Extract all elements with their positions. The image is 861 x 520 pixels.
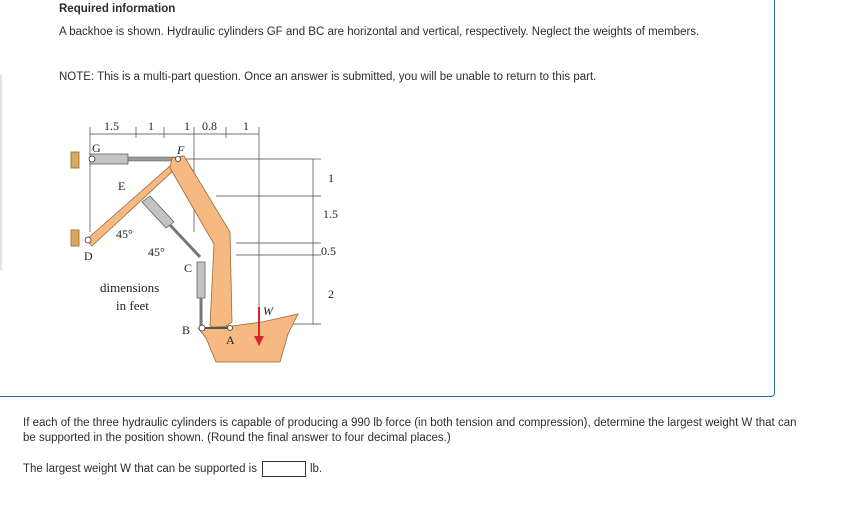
problem-description: A backhoe is shown. Hydraulic cylinders GF and BC are horizontal and vertical, respectively. Neglect the weights of members. bbox=[59, 26, 700, 38]
cylinder-gf-rod bbox=[128, 157, 178, 161]
pin-a bbox=[228, 326, 233, 331]
label-e: E bbox=[118, 179, 126, 193]
label-w: W bbox=[263, 304, 273, 318]
dim-right-3: 0.5 bbox=[321, 244, 336, 258]
label-g: G bbox=[92, 141, 101, 155]
answer-input[interactable] bbox=[262, 461, 306, 477]
cylinder-ec bbox=[142, 196, 174, 228]
left-divider bbox=[0, 75, 2, 270]
answer-row bbox=[23, 461, 322, 477]
cylinder-ec-rod bbox=[170, 225, 200, 257]
dim-right-2: 1.5 bbox=[323, 207, 338, 221]
label-d: D bbox=[84, 249, 93, 263]
dim-top-5: 1 bbox=[243, 119, 249, 133]
pin-f bbox=[176, 157, 181, 162]
label-c: C bbox=[184, 261, 193, 275]
caption-line-1: dimensions bbox=[100, 280, 160, 295]
wall-support-lower bbox=[71, 230, 79, 246]
pin-g bbox=[89, 156, 95, 162]
pin-b bbox=[199, 325, 205, 331]
dim-top-4: 0.8 bbox=[202, 119, 217, 133]
required-information-heading: Required information bbox=[59, 3, 176, 15]
dim-top-3: 1 bbox=[184, 119, 190, 133]
answer-prefix: The largest weight W that can be supported is bbox=[23, 463, 257, 475]
label-a: A bbox=[226, 333, 235, 347]
boom bbox=[86, 166, 190, 246]
dim-top-2: 1 bbox=[148, 119, 154, 133]
angle-label-2: 45° bbox=[148, 245, 165, 259]
wall-support-upper bbox=[71, 152, 79, 168]
label-b: B bbox=[182, 323, 191, 337]
question-text: If each of the three hydraulic cylinders is capable of producing a 990 lb force (in both tension and compression), determine the largest weight W that can be supported in the position shown. (Round the final answer to four decimal places.) bbox=[23, 417, 797, 444]
dim-right-1: 1 bbox=[328, 171, 334, 185]
dim-right-4: 2 bbox=[328, 287, 334, 301]
pin-d bbox=[85, 237, 91, 243]
cylinder-gf bbox=[90, 154, 128, 164]
cylinder-bc bbox=[197, 262, 205, 298]
dim-top-1: 1.5 bbox=[104, 119, 119, 133]
label-f: F bbox=[177, 143, 185, 157]
angle-label-1: 45° bbox=[116, 227, 133, 241]
caption-line-2: in feet bbox=[116, 298, 149, 313]
multipart-note: NOTE: This is a multi-part question. Once an answer is submitted, you will be unable to return to this part. bbox=[59, 71, 597, 83]
backhoe-figure bbox=[66, 112, 356, 368]
answer-unit: lb. bbox=[309, 463, 323, 475]
